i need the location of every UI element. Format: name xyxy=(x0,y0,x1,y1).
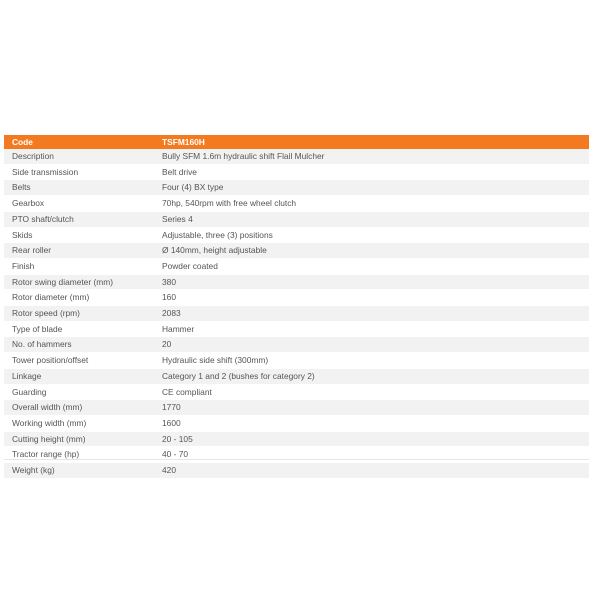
row-value: 40 - 70 xyxy=(154,447,589,463)
table-row xyxy=(4,353,589,369)
row-value: 1600 xyxy=(154,415,589,431)
row-label: Description xyxy=(4,149,154,164)
row-label: Finish xyxy=(4,258,154,274)
table-bottom-rule xyxy=(4,459,589,460)
row-value: 20 xyxy=(154,337,589,353)
row-value: Hydraulic side shift (300mm) xyxy=(154,353,589,369)
table-row xyxy=(4,180,589,196)
row-label: Weight (kg) xyxy=(4,463,154,479)
row-value: Category 1 and 2 (bushes for category 2) xyxy=(154,368,589,384)
table-row xyxy=(4,274,589,290)
table-row xyxy=(4,337,589,353)
row-label: Gearbox xyxy=(4,196,154,212)
table-row xyxy=(4,258,589,274)
row-label: Cutting height (mm) xyxy=(4,431,154,447)
table-row xyxy=(4,415,589,431)
spec-table-header xyxy=(4,135,589,149)
table-row xyxy=(4,164,589,180)
row-value: 20 - 105 xyxy=(154,431,589,447)
row-label: Linkage xyxy=(4,368,154,384)
row-value: Four (4) BX type xyxy=(154,180,589,196)
row-value: 70hp, 540rpm with free wheel clutch xyxy=(154,196,589,212)
table-row xyxy=(4,196,589,212)
row-value: Belt drive xyxy=(154,164,589,180)
table-row xyxy=(4,306,589,322)
table-row xyxy=(4,243,589,259)
table-row xyxy=(4,321,589,337)
row-label: Side transmission xyxy=(4,164,154,180)
row-value: Powder coated xyxy=(154,258,589,274)
table-row xyxy=(4,447,589,463)
row-label: Rotor speed (rpm) xyxy=(4,306,154,322)
table-row xyxy=(4,211,589,227)
table-row xyxy=(4,400,589,416)
table-row xyxy=(4,290,589,306)
row-label: Rotor swing diameter (mm) xyxy=(4,274,154,290)
row-label: Belts xyxy=(4,180,154,196)
row-label: Type of blade xyxy=(4,321,154,337)
row-value: 160 xyxy=(154,290,589,306)
table-row xyxy=(4,463,589,479)
spec-table-body xyxy=(4,149,589,478)
row-label: Working width (mm) xyxy=(4,415,154,431)
row-label: Skids xyxy=(4,227,154,243)
row-value: 1770 xyxy=(154,400,589,416)
row-label: PTO shaft/clutch xyxy=(4,211,154,227)
table-row xyxy=(4,384,589,400)
row-value: 380 xyxy=(154,274,589,290)
header-value: TSFM160H xyxy=(154,135,589,149)
row-label: Overall width (mm) xyxy=(4,400,154,416)
table-row xyxy=(4,227,589,243)
row-label: Tower position/offset xyxy=(4,353,154,369)
row-label: Tractor range (hp) xyxy=(4,447,154,463)
row-value: 420 xyxy=(154,463,589,479)
row-label: Guarding xyxy=(4,384,154,400)
header-row xyxy=(4,135,589,149)
row-value: Hammer xyxy=(154,321,589,337)
spec-table xyxy=(4,135,589,479)
row-value: CE compliant xyxy=(154,384,589,400)
row-label: No. of hammers xyxy=(4,337,154,353)
row-label: Rotor diameter (mm) xyxy=(4,290,154,306)
row-label: Rear roller xyxy=(4,243,154,259)
table-row xyxy=(4,149,589,164)
row-value: Ø 140mm, height adjustable xyxy=(154,243,589,259)
table-row xyxy=(4,368,589,384)
table-row xyxy=(4,431,589,447)
header-label: Code xyxy=(4,135,154,149)
row-value: Series 4 xyxy=(154,211,589,227)
row-value: Bully SFM 1.6m hydraulic shift Flail Mulcher xyxy=(154,149,589,164)
row-value: Adjustable, three (3) positions xyxy=(154,227,589,243)
row-value: 2083 xyxy=(154,306,589,322)
